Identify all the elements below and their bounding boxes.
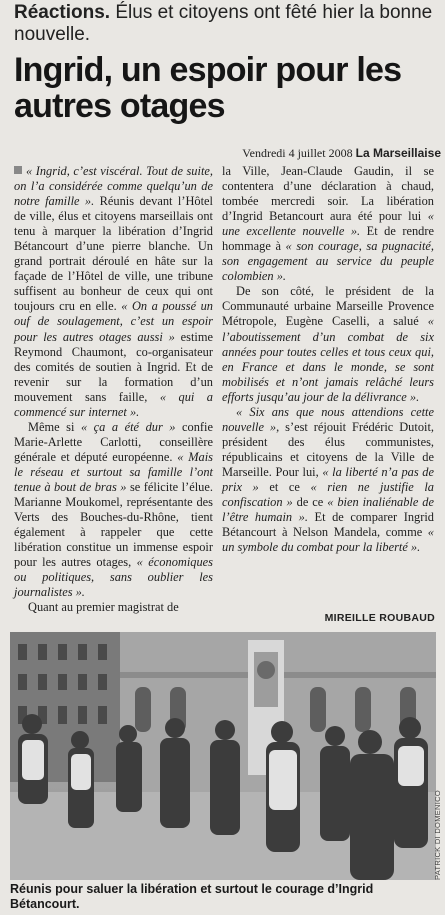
quote: « qui a commencé sur internet ».	[14, 389, 214, 419]
quote: « son courage, sa pugnacité, son engagement au service du peuple colombien ».	[222, 239, 434, 284]
quote: « On a poussé un ouf de soulagement, c’est un espoir pour les autres otages aussi »	[14, 299, 213, 344]
quote: « économiques ou politiques, sans oublier les journalistes ».	[14, 555, 213, 600]
text: Et de comparer Ingrid Bétancourt à Nelson Mandela, comme	[222, 510, 434, 540]
quote: « Ingrid, c’est viscéral. Tout de suite, on l’a considérée comme quelqu’un de notre famille ».	[14, 164, 213, 209]
article-column-right	[222, 164, 434, 555]
paragraph	[222, 164, 434, 284]
text: estime Reymond Chaumont, co-organisateur des comités de soutien à Ingrid. Et de revenir sur la formation d’un mouvement sans faille,	[14, 329, 213, 404]
article-headline: Ingrid, un espoir pour les autres otages	[14, 51, 402, 125]
quote: « ça a été dur »	[80, 419, 176, 434]
quote: « une excellente nouvelle ».	[222, 209, 434, 239]
text: Même si	[28, 419, 81, 434]
quote: « un symbole du combat pour la liberté ».	[222, 525, 434, 555]
paragraph	[14, 164, 213, 420]
bullet-square-icon	[14, 166, 22, 174]
text: Et de rendre hommage à	[222, 224, 434, 254]
dateline	[242, 146, 441, 161]
paragraph	[222, 405, 434, 555]
quote: « Six ans que nous attendions cette nouvelle »	[222, 404, 434, 434]
publication-date: Vendredi 4 juillet 2008	[242, 146, 353, 160]
paragraph	[222, 284, 434, 404]
article-photo	[10, 632, 436, 880]
article-column-left	[14, 164, 213, 615]
quote: « Mais le réseau et surtout sa famille l’ont tenue à bout de bras »	[14, 449, 213, 494]
text: et ce	[258, 479, 311, 494]
photo-credit: PATRICK DI DOMENICO	[433, 790, 442, 881]
publication-name: La Marseillaise	[355, 146, 441, 160]
quote: « bien inaliénable de l’être humain ».	[222, 495, 434, 525]
kicker-text: Élus et citoyens ont fêté hier la bonne nouvelle.	[14, 2, 433, 45]
text: Quant au premier magistrat de	[28, 600, 179, 615]
photo-caption: Réunis pour saluer la libération et surtout le courage d’Ingrid Bétancourt.	[10, 882, 374, 911]
text: la Ville, Jean-Claude Gaudin, il se contentera d’une déclaration à chaud, tombée mercredi soir. La libération d’Ingrid Betancourt aura été pour lui	[222, 164, 434, 224]
text: confie Marie-Arlette Carlotti, conseillère générale et député européenne.	[14, 419, 213, 464]
quote: « l’aboutissement d’un combat de six années pour toutes celles et tous ceux qui, en France et dans le monde, se sont mobilisés et n’ont jamais relâché leurs efforts jusqu’au jour de la délivrance ».	[222, 314, 434, 404]
paragraph	[14, 600, 213, 615]
author-signature: MIREILLE ROUBAUD	[324, 612, 435, 624]
text: se félicite l’élue. Marianne Moukomel, représentante des Verts des Bouches-du-Rhône, tient également à rappeler que cette libération constitue un immense espoir pour les autres otages,	[14, 479, 213, 570]
kicker-label: Réactions.	[14, 2, 111, 23]
quote: « rien ne justifie la confiscation »	[222, 479, 435, 510]
text: Réunis devant l’Hôtel de ville, élus et citoyens marseillais ont tenu à marquer la libération d’Ingrid Bétancourt d’une pierre blanche. Un grand portrait déroulé en hâte sur la façade de l’Hôtel de ville, une tribune suffisent au bonheur de ceux qui ont toujours cru en elle.	[14, 194, 213, 314]
quote: « la liberté n’a pas de prix »	[222, 464, 434, 494]
article-kicker	[14, 2, 434, 46]
paragraph	[14, 420, 213, 601]
text: De son côté, le président de la Communauté urbaine Marseille Provence Métropole, Eugène Caselli, a salué	[222, 284, 434, 329]
text: de ce	[292, 495, 328, 510]
crowd-photo-illustration	[10, 632, 436, 880]
text: , s’est réjouit Frédéric Dutoit, président des élus communistes, républicains et citoyens de la Ville de Marseille. Pour lui,	[222, 419, 434, 479]
